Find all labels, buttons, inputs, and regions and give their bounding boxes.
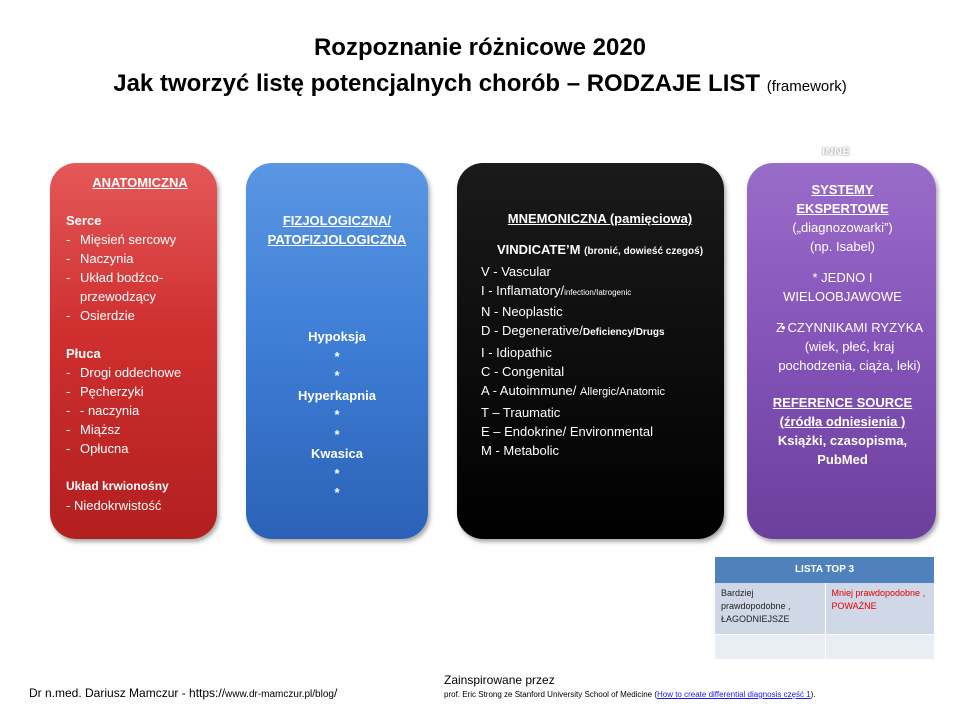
author-footer: Dr n.med. Dariusz Mamczur - https://www.dr-mamczur.pl/blog/ <box>29 686 338 700</box>
inne-label: INNE <box>822 146 851 158</box>
list-item: Kwasica <box>310 446 364 461</box>
systemy-header-2: EKSPERTOWE <box>796 201 889 216</box>
list-item: I - Idiopathic <box>481 344 552 360</box>
list-item: Hyperkapnia <box>297 387 377 403</box>
systemy-czynniki: • Z CZYNNIKAMI RYZYKA (wiek, płeć, kraj pochodzenia, ciąża, leki) <box>755 318 930 375</box>
systemy-box <box>747 163 936 539</box>
pluca-label: Płuca <box>66 346 101 361</box>
mnemoniczna-box <box>457 163 724 539</box>
credit-line: prof. Eric Strong ze Stanford University School of Medicine (How to create differential diagnosis część 1). <box>444 690 816 699</box>
top3-right-cell: Mniej prawdopodobne , POWAŻNE <box>825 583 935 634</box>
page-subtitle <box>0 70 960 98</box>
list-item: C - Congenital <box>481 364 565 380</box>
list-item: - Układ bodźco-przewodzący <box>66 268 214 306</box>
list-item: * <box>334 485 340 500</box>
table-row <box>715 634 934 659</box>
systemy-header-1: SYSTEMY <box>811 182 874 197</box>
reference-header-2: (źródła odniesienia ) <box>779 414 906 429</box>
serce-label: Serce <box>66 213 102 228</box>
list-item: E – Endokrine/ Environmental <box>481 423 653 439</box>
subtitle-small: (framework) <box>766 78 847 95</box>
fizjologiczna-header-2: PATOFIZJOLOGICZNA <box>267 232 407 247</box>
subtitle-main: Jak tworzyć listę potencjalnych chorób – RODZAJE LIST <box>113 70 761 97</box>
source-link[interactable]: How to create differential diagnosis część 1 <box>656 690 811 699</box>
list-item: * <box>334 465 340 481</box>
top3-empty-cell <box>825 634 935 659</box>
uklad-item: - Niedokrwistość <box>66 498 162 513</box>
top3-left-cell: Bardziej prawdopodobne , ŁAGODNIEJSZE <box>721 588 791 624</box>
list-item: I - Inflamatory/infection/Iatrogenic <box>481 282 632 298</box>
inspired-label: Zainspirowane przez <box>444 673 555 687</box>
list-item: - Miąższ <box>66 420 214 439</box>
list-item: - - naczynia <box>66 401 214 420</box>
vindicate-main: VINDICATE’M <box>496 242 581 258</box>
list-item: - Drogi oddechowe <box>66 363 214 382</box>
table-row <box>715 583 934 634</box>
list-item: Hypoksja <box>308 329 366 344</box>
list-item: V - Vascular <box>481 263 551 279</box>
vindicate-small: (bronić, dowieść czegoś) <box>584 246 704 258</box>
list-item: T – Traumatic <box>481 404 561 420</box>
pluca-list <box>66 363 214 458</box>
systemy-sub-2: (np. Isabel) <box>809 239 876 254</box>
top3-header: LISTA TOP 3 <box>715 557 934 583</box>
list-item: * <box>334 426 340 442</box>
list-item: * <box>334 348 340 364</box>
list-item: A - Autoimmune/ Allergic/Anatomic <box>481 383 665 399</box>
top3-table <box>715 557 934 659</box>
top3-empty-cell <box>715 634 825 659</box>
anatomiczna-box <box>50 163 217 539</box>
vindicate-line <box>481 240 719 261</box>
fizjologiczna-list <box>246 327 428 503</box>
list-item: * <box>334 368 340 383</box>
list-item: - Mięsień sercowy <box>66 230 214 249</box>
list-item: - Pęcherzyki <box>66 382 214 401</box>
serce-list <box>66 230 214 325</box>
systemy-jedno: * JEDNO I WIELOOBJAWOWE <box>783 270 902 304</box>
list-item: D - Degenerative/Deficiency/Drugs <box>481 323 665 339</box>
anatomiczna-header: ANATOMICZNA <box>92 175 188 190</box>
systemy-sub-1: („diagnozowarki”) <box>792 220 893 235</box>
list-item: - Osierdzie <box>66 306 214 325</box>
reference-text: Książki, czasopisma, PubMed <box>777 433 908 467</box>
fizjologiczna-box <box>246 163 428 539</box>
list-item: M - Metabolic <box>481 443 560 459</box>
list-item: N - Neoplastic <box>481 304 563 320</box>
reference-header-1: REFERENCE SOURCE <box>772 395 913 410</box>
list-item: - Opłucna <box>66 439 214 458</box>
list-item: * <box>334 407 340 422</box>
page-title: Rozpoznanie różnicowe 2020 <box>313 34 647 61</box>
uklad-label: Układ krwionośny <box>66 479 169 493</box>
credit-footer <box>444 673 944 699</box>
fizjologiczna-header-1: FIZJOLOGICZNA/ <box>282 213 392 228</box>
mnemoniczna-header: MNEMONICZNA (pamięciowa) <box>507 211 693 226</box>
list-item: - Naczynia <box>66 249 214 268</box>
